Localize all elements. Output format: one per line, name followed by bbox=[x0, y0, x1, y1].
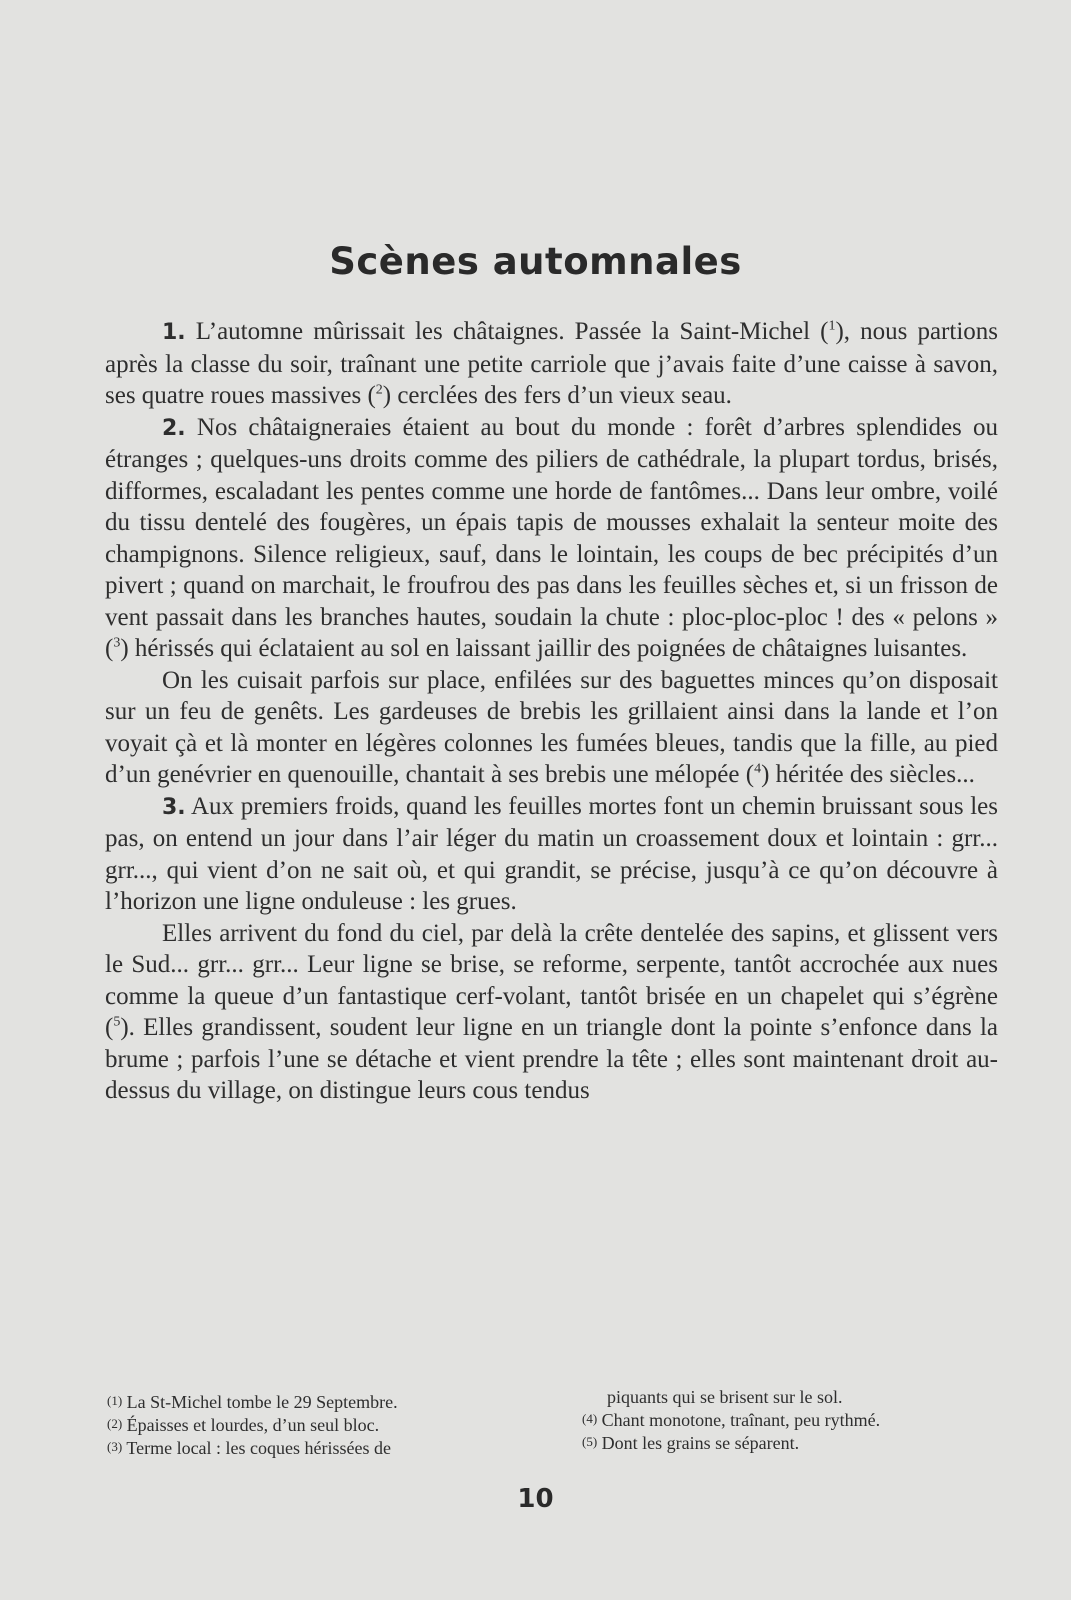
footnote-text: Dont les grains se séparent. bbox=[601, 1433, 800, 1453]
paragraph-3 bbox=[105, 791, 998, 918]
paragraph-text: On les cuisait parfois sur place, enfilées sur des baguettes minces qu’on disposait sur un feu de genêts. Les gardeuses de brebis les grillaient ainsi dans la lande et l’on voyait çà et là monter en légères colonnes les fumées bleues, tandis que la fille, au pied d’un genévrier en quenouille, chantait à ses brebis une mélopée ( bbox=[105, 666, 998, 788]
footnote-5 bbox=[582, 1431, 1027, 1454]
footnotes-right-column bbox=[582, 1386, 1027, 1454]
paragraph-2b bbox=[105, 665, 998, 791]
paragraph-3b bbox=[105, 918, 998, 1107]
page-title: Scènes automnales bbox=[329, 240, 742, 283]
footnote-text: Épaisses et lourdes, d’un seul bloc. bbox=[126, 1415, 380, 1435]
paragraph-text: ) hérissés qui éclataient au sol en laissant jaillir des poignées de châtaignes luisantes. bbox=[120, 635, 968, 662]
paragraph-text: Nos châtaigneraies étaient au bout du monde : forêt d’arbres splendides ou étranges ; quelques-uns droits comme des piliers de cathédrale, la plupart tordus, brisés, difformes, escaladant les pentes comme une horde de fantômes... Dans leur ombre, voilé du tissu dentelé des fougères, un épais tapis de mousses exhalait la senteur moite des champignons. Silence religieux, sauf, dans le lointain, les coups de bec précipités d’un pivert ; quand on marchait, le froufrou des pas dans les feuilles sèches et, si un frisson de vent passait dans les branches hautes, soudain la chute : ploc-ploc-ploc ! des « pelons » ( bbox=[105, 413, 998, 662]
footnote-mark: (4) bbox=[582, 1411, 598, 1426]
body-text bbox=[105, 316, 998, 1107]
footnotes-left-column bbox=[107, 1390, 537, 1459]
footnote-mark: (3) bbox=[107, 1439, 123, 1454]
footnote-ref: 2 bbox=[375, 382, 383, 398]
footnote-text: Terme local : les coques hérissées de bbox=[126, 1438, 391, 1458]
footnote-ref: 5 bbox=[113, 1014, 121, 1030]
footnote-ref: 4 bbox=[754, 761, 762, 777]
paragraph-number: 3. bbox=[162, 794, 186, 820]
footnote-mark: (5) bbox=[582, 1434, 598, 1449]
footnote-ref: 3 bbox=[113, 635, 121, 651]
paragraph-text: L’automne mûrissait les châtaignes. Passée la Saint-Michel ( bbox=[195, 318, 829, 345]
paragraph-text: Aux premiers froids, quand les feuilles mortes font un chemin bruissant sous les pas, on entend un jour dans l’air léger du matin un croassement doux et lointain : grr... grr..., qui vient d’on ne sait où, et qui grandit, se précise, jusqu’à ce qu’on découvre à l’horizon une ligne onduleuse : les grues. bbox=[105, 792, 998, 915]
footnote-text: La St-Michel tombe le 29 Septembre. bbox=[126, 1392, 398, 1412]
footnote-1 bbox=[107, 1390, 537, 1413]
paragraph-text: ) héritée des siècles... bbox=[761, 761, 975, 788]
paragraph-text: ). Elles grandissent, soudent leur ligne en un triangle dont la pointe s’enfonce dans la brume ; parfois l’une se détache et vient prendre la tête ; elles sont maintenant droit au-dessus du village, on distingue leurs cous tendus bbox=[105, 1014, 998, 1104]
footnote-3 bbox=[107, 1436, 537, 1459]
paragraph-text: Elles arrivent du fond du ciel, par delà la crête dentelée des sapins, et glissent vers le Sud... grr... grr... Leur ligne se brise, se reforme, serpente, tantôt accrochée aux nues comme la queue d’un fantastique cerf-volant, tantôt brisée en un chapelet qui s’égrène ( bbox=[105, 919, 998, 1041]
footnote-4 bbox=[582, 1408, 1027, 1431]
paragraph-text: ), nous partions après la classe du soir, traînant une petite carriole que j’avais faite d’une caisse à savon, ses quatre roues massives ( bbox=[105, 318, 998, 409]
paragraph-number: 1. bbox=[162, 320, 186, 345]
footnote-ref: 1 bbox=[828, 318, 836, 334]
footnote-mark: (2) bbox=[107, 1416, 123, 1431]
footnote-text: Chant monotone, traînant, peu rythmé. bbox=[601, 1410, 881, 1430]
footnote-mark: (1) bbox=[107, 1393, 123, 1408]
paragraph-1 bbox=[105, 316, 998, 412]
paragraph-2 bbox=[105, 412, 998, 665]
paragraph-number: 2. bbox=[162, 415, 186, 441]
page-number: 10 bbox=[517, 1484, 554, 1514]
footnote-3-continuation: piquants qui se brisent sur le sol. bbox=[607, 1387, 843, 1407]
paragraph-text: ) cerclées des fers d’un vieux seau. bbox=[382, 382, 732, 409]
footnote-2 bbox=[107, 1413, 537, 1436]
